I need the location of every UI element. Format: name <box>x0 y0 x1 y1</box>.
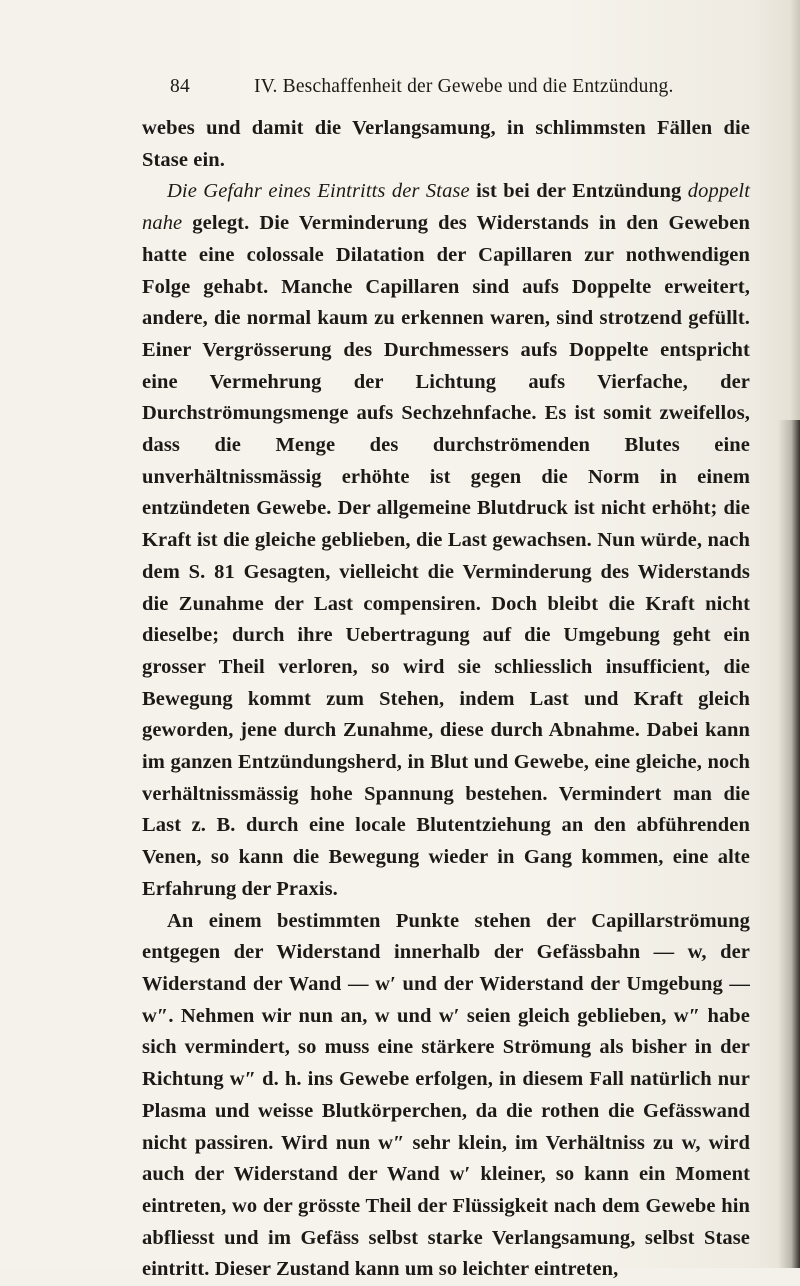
page-edge-shadow-top <box>790 0 800 420</box>
emphasis-gefahr: Die Gefahr eines Eintritts der Stase <box>167 180 470 203</box>
emphasis-doppelt-nahe: doppelt nahe <box>142 180 750 235</box>
paragraph-3: An einem bestimmten Punkte stehen der Capillarströmung entgegen der Widerstand innerhalb der Gefässbahn — w, der Widerstand der Wand — w′ und der Widerstand der Umgebung — w″. Nehmen wir nun an, w und w′ seien gleich geblieben, w″ habe sich vermindert, so muss eine stärkere Strömung als bisher in der Richtung w″ d. h. ins Gewebe erfolgen, in diesem Fall natürlich nur Plasma und weisse Blutkörperchen, da die rothen die Gefässwand nicht passiren. Wird nun w″ sehr klein, im Verhältniss zu w, wird auch der Widerstand der Wand w′ kleiner, so kann ein Moment eintreten, wo der grösste Theil der Flüssigkeit nach dem Gewebe hin abfliesst und im Gefäss selbst starke Verlangsamung, selbst Stase eintritt. Dieser Zustand kann um so leichter eintreten, <box>142 909 750 1281</box>
paragraph-2 <box>142 176 750 905</box>
paragraph-2-part-a: ist bei der Entzündung <box>469 180 688 203</box>
page-edge-shadow <box>778 420 800 1268</box>
body-text <box>142 113 750 1286</box>
paragraph-2-part-b: gelegt. Die Verminderung des Widerstands in den Geweben hatte eine colossale Dilatation der Capillaren zur nothwendigen Folge gehabt. Manche Capillaren sind aufs Doppelte erweitert, andere, die normal kaum zu erkennen waren, sind strotzend gefüllt. Einer Vergrösserung des Durchmessers aufs Doppelte entspricht eine Vermehrung der Lichtung aufs Vierfache, der Durchströmungsmenge aufs Sechzehnfache. Es ist somit zweifellos, dass die Menge des durchströmenden Blutes eine unverhältnissmässig erhöhte ist gegen die Norm in einem entzündeten Gewebe. Der allgemeine Blutdruck ist nicht erhöht; die Kraft ist die gleiche geblieben, die Last gewachsen. Nun würde, nach dem S. 81 Gesagten, vielleicht die Verminderung des Widerstands die Zunahme der Last compensiren. Doch bleibt die Kraft nicht dieselbe; durch ihre Uebertragung auf die Umgebung geht ein grosser Theil verloren, so wird sie schliesslich insufficient, die Bewegung kommt zum Stehen, indem Last und Kraft gleich geworden, jene durch Zunahme, diese durch Abnahme. Dabei kann im ganzen Entzündungsherd, in Blut und Gewebe, eine gleiche, noch verhältnissmässig hohe Spannung bestehen. Vermindert man die Last z. B. durch eine locale Blutentziehung an den abführenden Venen, so kann die Bewegung wieder in Gang kommen, eine alte Erfahrung der Praxis. <box>142 212 750 900</box>
running-head: IV. Beschaffenheit der Gewebe und die Entzündung. <box>254 76 674 97</box>
page-header <box>170 76 730 102</box>
page-number: 84 <box>170 76 190 97</box>
paragraph-1: webes und damit die Verlangsamung, in schlimmsten Fällen die Stase ein. <box>142 117 750 171</box>
